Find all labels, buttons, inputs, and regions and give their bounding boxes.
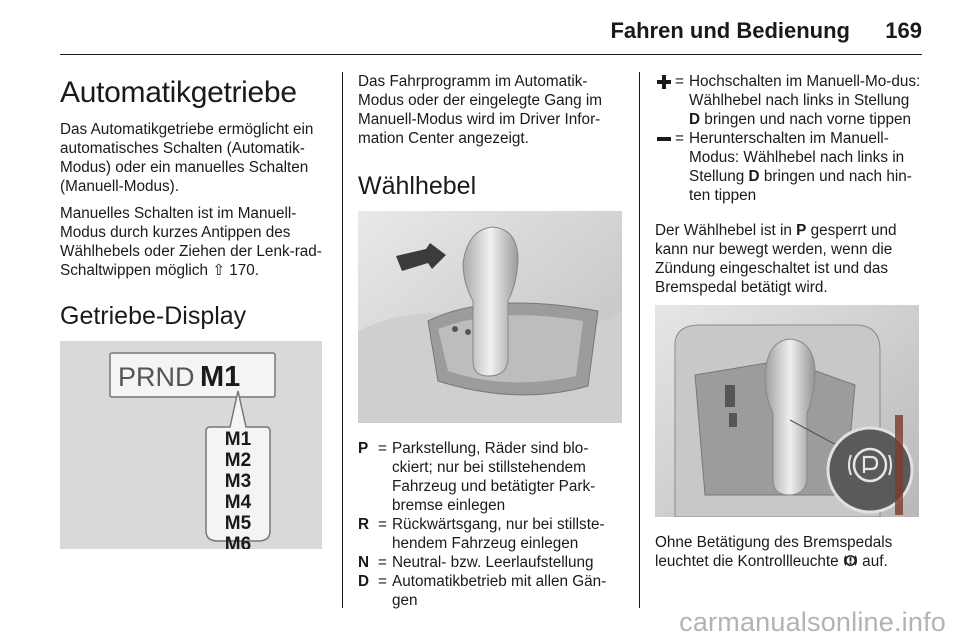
section-title: Fahren und Bedienung [610, 18, 850, 43]
paragraph-text: Ohne Betätigung des Bremspedals leuchtet die Kontrollleuchte [655, 534, 893, 570]
definition-n [358, 553, 624, 572]
definition-r [358, 515, 624, 553]
definition-key: N [358, 554, 370, 571]
gear-option: M3 [224, 471, 252, 492]
paragraph-bold: P [796, 222, 807, 239]
definition-equals: = [675, 73, 684, 90]
gear-option: M1 [224, 429, 252, 450]
gear-positions-list [358, 439, 624, 610]
paragraph: Das Fahrprogramm im Automatik-Modus oder der eingelegte Gang im Manuell-Modus wird im Driver Infor-mation Center angezeigt. [358, 73, 603, 147]
gear-option: M5 [224, 513, 252, 534]
definition-text-part: bringen und nach vorne tippen [700, 111, 911, 128]
brake-lock-illustration [655, 305, 919, 517]
definition-p [358, 439, 624, 515]
paragraph-text: auf. [857, 553, 888, 570]
gear-option: M4 [224, 492, 252, 513]
definition-equals: = [378, 573, 387, 590]
brake-warning-light-icon [843, 553, 858, 570]
definition-equals: = [378, 440, 387, 457]
heading-getriebe-display: Getriebe-Display [60, 302, 247, 330]
watermark: carmanualsonline.info [679, 607, 946, 637]
page-reference-arrow-icon: ⇧ [212, 262, 226, 279]
definition-text [689, 72, 923, 129]
page-number: 169 [885, 18, 922, 43]
display-prnd-text: PRND [118, 362, 195, 392]
column-2 [358, 72, 624, 610]
definition-equals: = [378, 554, 387, 571]
heading-waehlhebel: Wählhebel [358, 172, 477, 200]
definition-text: Rückwärtsgang, nur bei stillste-hendem Fahrzeug einlegen [392, 516, 605, 552]
definition-text-part: bringen und nach hin-ten tippen [689, 168, 912, 204]
display-current-gear: M1 [200, 361, 241, 393]
definition-text-part: Herunterschalten im Manuell-Modus: Wählhebel nach links in Stellung [689, 130, 905, 185]
brake-lock-photo [655, 305, 919, 517]
definition-text [689, 129, 923, 205]
page-header [60, 14, 922, 55]
paragraph [655, 533, 923, 571]
definition-bold: D [689, 111, 701, 128]
column-divider [342, 72, 343, 608]
transmission-display-illustration [60, 341, 322, 549]
definition-minus [655, 129, 923, 205]
definition-plus [655, 72, 923, 129]
column-divider [639, 72, 640, 608]
definition-d [358, 572, 624, 610]
definition-key: P [358, 440, 369, 457]
definition-equals: = [378, 516, 387, 533]
definition-text: Automatikbetrieb mit allen Gän-gen [392, 573, 607, 609]
minus-icon [655, 129, 675, 205]
plus-icon [655, 72, 675, 129]
definition-equals: = [675, 130, 684, 147]
definition-bold: D [748, 168, 760, 185]
transmission-display-figure [60, 341, 322, 549]
gear-option: M2 [224, 450, 252, 471]
definition-key: D [358, 573, 370, 590]
gear-selector-illustration [358, 211, 622, 423]
definition-text: Parkstellung, Räder sind blo-ckiert; nur bei stillstehendem Fahrzeug und betätigter Park-bremse einlegen [392, 440, 596, 514]
paragraph [60, 204, 328, 280]
page-reference-link[interactable]: 170. [229, 262, 260, 279]
paragraph-text: Der Wählhebel ist in [655, 222, 797, 239]
gear-selector-photo [358, 211, 622, 423]
gear-option: M6 [224, 534, 252, 549]
column-1 [60, 72, 328, 549]
paragraph: Das Automatikgetriebe ermöglicht ein automatisches Schalten (Automatik-Modus) oder ein manuelles Schalten (Manuell-Modus). [60, 121, 314, 195]
column-3 [655, 72, 923, 579]
paragraph-text: Manuelles Schalten ist im Manuell-Modus durch kurzes Antippen des Wählhebels oder Ziehen der Lenk-rad-Schaltwippen möglich [60, 205, 322, 279]
paragraph-text: gesperrt und kann nur bewegt werden, wenn die Zündung eingeschaltet ist und das Bremspedal betätigt wird. [655, 222, 897, 296]
paragraph [655, 221, 923, 297]
definition-key: R [358, 516, 370, 533]
definition-text: Neutral- bzw. Leerlaufstellung [392, 554, 594, 571]
definition-text-part: Hochschalten im Manuell-Mo-dus: Wählhebel nach links in Stellung [689, 73, 921, 109]
heading-automatikgetriebe: Automatikgetriebe [60, 76, 297, 109]
